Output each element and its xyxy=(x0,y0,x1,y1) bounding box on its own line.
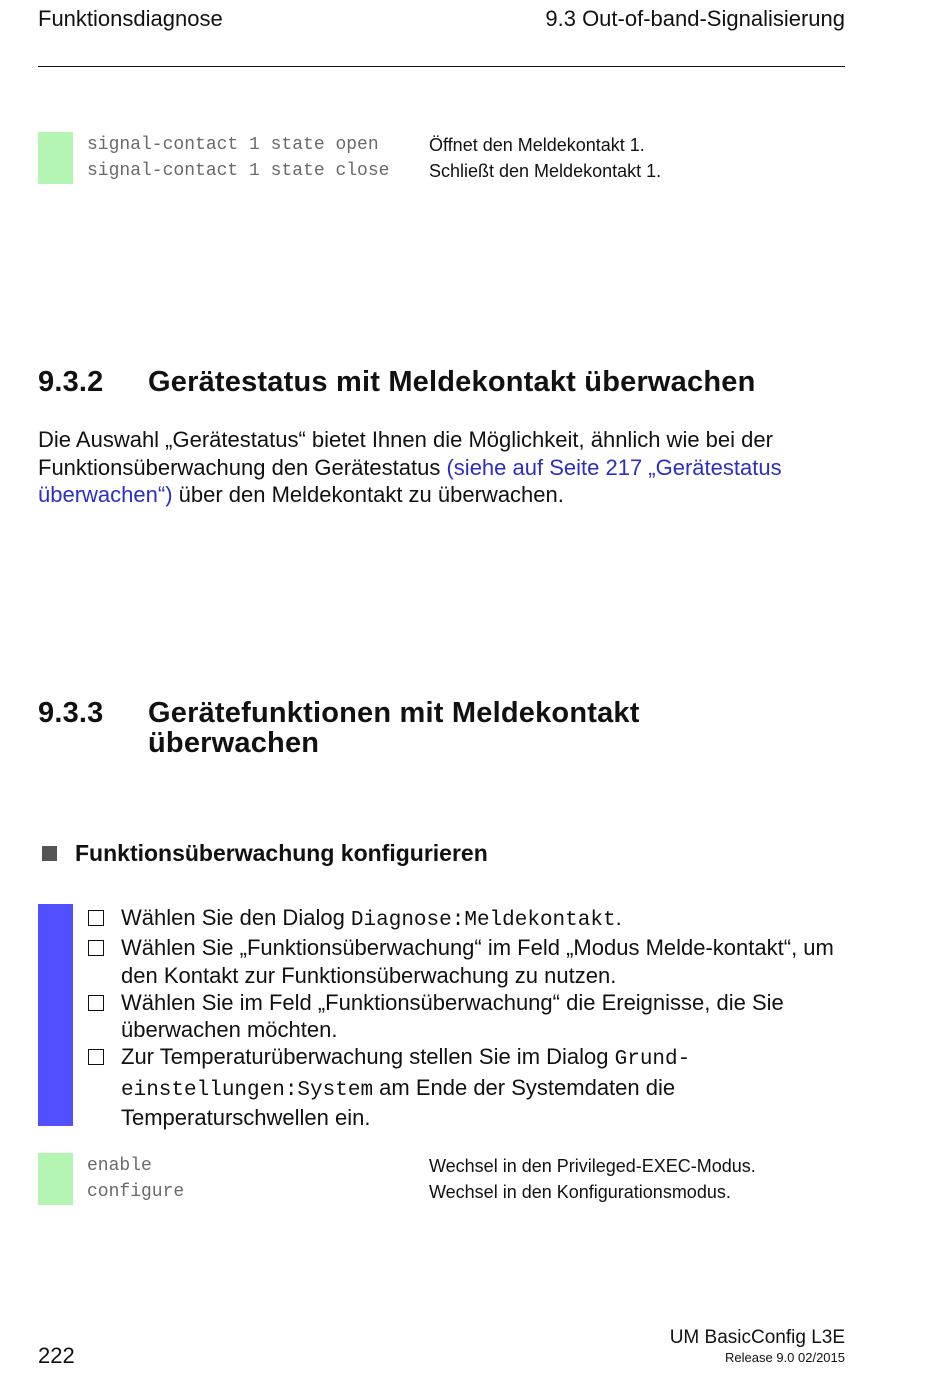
header-divider xyxy=(38,66,845,67)
instruction-list xyxy=(88,904,848,1131)
instruction-marker-bar xyxy=(38,904,73,1126)
section-paragraph xyxy=(38,426,848,509)
command-description: Wechsel in den Privileged-EXEC-Modus. xyxy=(429,1155,756,1176)
section-title-line1: Gerätefunktionen mit Meldekontakt xyxy=(148,697,640,729)
section-title-line2: überwachen xyxy=(148,727,320,759)
running-header-section: 9.3 Out-of-band-Signalisierung xyxy=(545,6,845,31)
subsection-title: Funktionsüberwachung konfigurieren xyxy=(75,840,488,866)
command-row xyxy=(87,1153,756,1179)
release-info: Release 9.0 02/2015 xyxy=(725,1350,845,1365)
list-item xyxy=(88,989,848,1044)
dialog-path: Diagnose:Meldekontakt xyxy=(350,909,616,932)
running-header-chapter: Funktionsdiagnose xyxy=(38,6,223,31)
command-description: Schließt den Meldekontakt 1. xyxy=(429,160,662,181)
command-text: configure xyxy=(87,1182,185,1202)
cross-reference-link[interactable]: (siehe auf Seite 217 „Gerätestatus überwachen“) xyxy=(38,454,782,507)
section-number: 9.3.2 xyxy=(38,366,104,398)
paragraph-text-end: über den Meldekontakt zu überwachen. xyxy=(172,482,564,507)
step-text: Wählen Sie im Feld „Funktionsüberwachung“ die Ereignisse, die Sie überwachen möchten. xyxy=(121,989,784,1043)
command-text: signal-contact 1 state open xyxy=(87,135,379,155)
checkbox-icon xyxy=(88,940,104,956)
command-table xyxy=(87,132,661,184)
dialog-path: Grund-einstellungen:System xyxy=(121,1048,691,1102)
document-title: UM BasicConfig L3E xyxy=(669,1327,845,1348)
paragraph-text: Die Auswahl „Gerätestatus“ bietet Ihnen die Möglichkeit, ähnlich wie bei der Funktionsüberwachung den Gerätestatus xyxy=(38,427,773,480)
command-table xyxy=(87,1153,756,1205)
command-row xyxy=(87,132,661,158)
checkbox-icon xyxy=(88,995,104,1011)
step-text: Zur Temperaturüberwachung stellen Sie im Dialog Grund-einstellungen:System am Ende der Systemdaten die Temperaturschwellen ein. xyxy=(121,1044,691,1131)
command-description: Öffnet den Meldekontakt 1. xyxy=(429,134,645,155)
step-text: Wählen Sie den Dialog Diagnose:Meldekontakt. xyxy=(121,905,622,932)
section-title: Gerätestatus mit Meldekontakt überwachen xyxy=(148,366,756,398)
checkbox-icon xyxy=(88,910,104,926)
section-heading-933 xyxy=(38,698,640,758)
step-text: Wählen Sie „Funktionsüberwachung“ im Feld „Modus Melde-kontakt“, um den Kontakt zur Funktionsüberwachung zu nutzen. xyxy=(121,935,834,988)
subsection-heading xyxy=(38,840,488,867)
list-item xyxy=(88,904,848,934)
checkbox-icon xyxy=(88,1049,104,1065)
list-item xyxy=(88,1043,848,1131)
list-item xyxy=(88,934,848,989)
command-marker-bar xyxy=(38,132,73,184)
command-marker-bar xyxy=(38,1153,73,1205)
command-row xyxy=(87,158,661,184)
page-number: 222 xyxy=(38,1343,75,1368)
command-row xyxy=(87,1179,756,1205)
command-text: signal-contact 1 state close xyxy=(87,161,390,181)
command-description: Wechsel in den Konfigurationsmodus. xyxy=(429,1181,731,1202)
section-heading-932 xyxy=(38,366,756,399)
command-text: enable xyxy=(87,1156,152,1176)
section-number: 9.3.3 xyxy=(38,697,104,729)
square-bullet-icon xyxy=(42,846,57,861)
